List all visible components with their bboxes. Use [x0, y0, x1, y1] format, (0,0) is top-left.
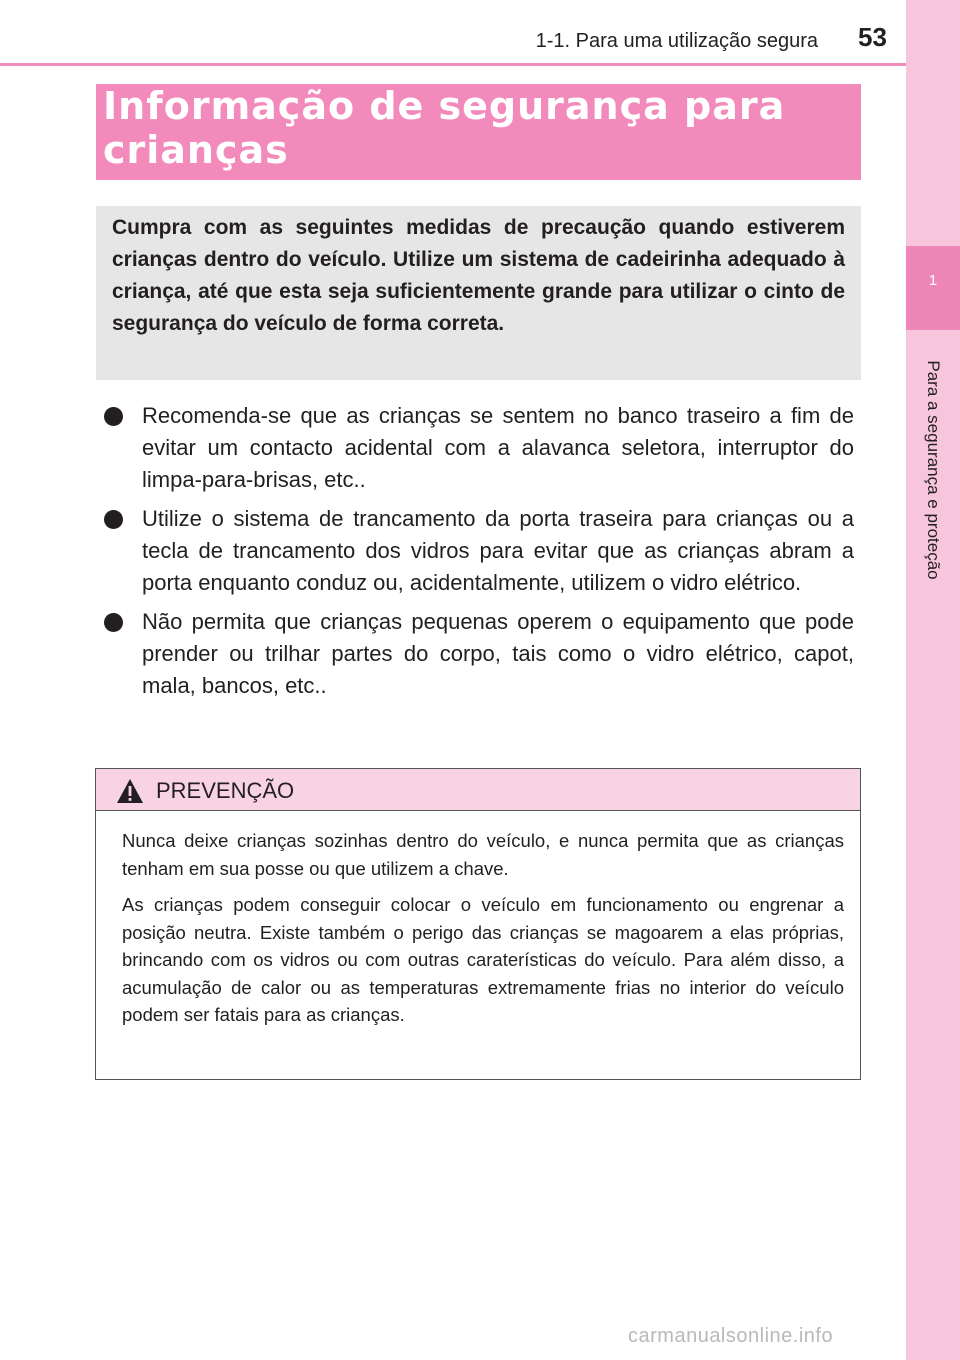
list-item — [100, 400, 854, 496]
warning-body — [122, 827, 844, 1038]
page-title: Informação de segurança para crianças — [103, 84, 786, 172]
bullet-list — [100, 400, 854, 709]
bullet-dot-icon — [104, 613, 123, 632]
bullet-text: Recomenda-se que as crianças se sentem no banco traseiro a fim de evitar um contacto acidental com a alavanca seletora, interruptor do limpa-para-brisas, etc.. — [142, 403, 854, 492]
warning-header — [96, 769, 860, 811]
list-item — [100, 503, 854, 599]
bullet-text: Não permita que crianças pequenas operem o equipamento que pode prender ou trilhar partes do corpo, tais como o vidro elétrico, capot, mala, bancos, etc.. — [142, 609, 854, 698]
bullet-text: Utilize o sistema de trancamento da porta traseira para crianças ou a tecla de trancamento dos vidros para evitar que as crianças abram a porta enquanto conduz ou, acidentalmente, utilizem o vidro elétrico. — [142, 506, 854, 595]
warning-paragraph: Nunca deixe crianças sozinhas dentro do veículo, e nunca permita que as crianças tenham em sua posse ou que utilizem a chave. — [122, 830, 844, 879]
header-rule — [0, 63, 906, 66]
side-strip — [906, 0, 960, 1360]
warning-box — [95, 768, 861, 1080]
bullet-dot-icon — [104, 407, 123, 426]
bullet-dot-icon — [104, 510, 123, 529]
warning-paragraph: As crianças podem conseguir colocar o veículo em funcionamento ou engrenar a posição neutra. Existe também o perigo das crianças se magoarem a elas próprias, brincando com os vidros ou com outras caraterísticas do veículo. Para além disso, a acumulação de calor ou as temperaturas extremamente frias no interior do veículo podem ser fatais para as crianças. — [122, 894, 844, 1025]
warning-triangle-icon — [116, 778, 144, 804]
chapter-tab[interactable]: 1 — [906, 246, 960, 330]
chapter-label: Para a segurança e proteção — [924, 360, 943, 580]
watermark: carmanualsonline.info — [628, 1325, 834, 1347]
page-number: 53 — [858, 22, 887, 52]
warning-title: PREVENÇÃO — [156, 778, 295, 803]
intro-text: Cumpra com as seguintes medidas de precaução quando estiverem crianças dentro do veículo. Utilize um sistema de cadeirinha adequado à criança, até que esta seja suficientemente grande para utilizar o cinto de segurança do veículo de forma correta. — [112, 216, 845, 335]
list-item — [100, 606, 854, 702]
section-title: 1-1. Para uma utilização segura — [535, 30, 818, 52]
